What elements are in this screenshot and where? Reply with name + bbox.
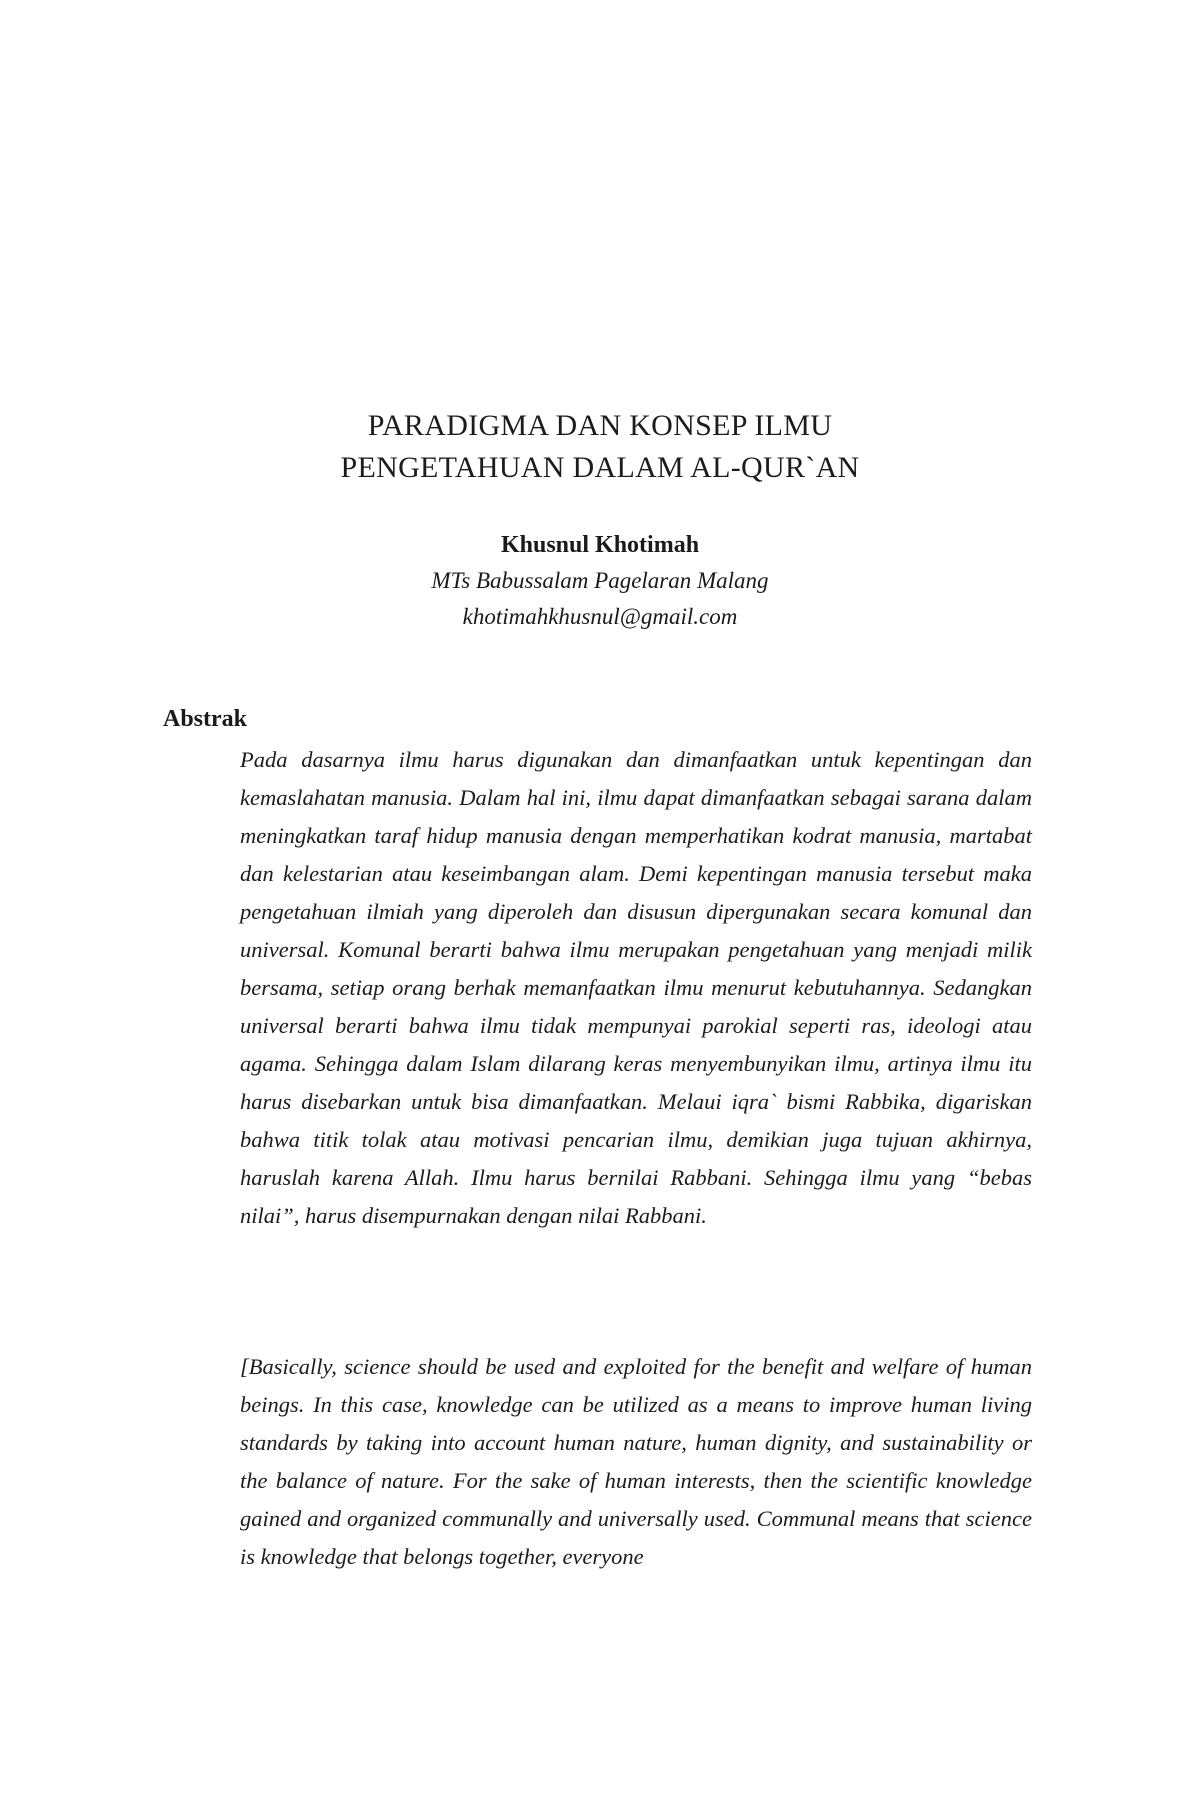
title-line-2: PENGETAHUAN DALAM AL-QUR`AN (340, 451, 860, 484)
author-affiliation: MTs Babussalam Pagelaran Malang (431, 568, 769, 593)
author-name: Khusnul Khotimah (500, 532, 700, 558)
author-email: khotimahkhusnul@gmail.com (462, 604, 738, 629)
abstract-heading: Abstrak (163, 706, 248, 732)
paper-title (160, 405, 1040, 489)
abstract-english: [Basically, science should be used and exploited for the benefit and welfare of human beings. In this case, knowledge can be utilized as a means to improve human living standards by taking into account human nature, human dignity, and sustainability or the balance of nature. For the sake of human interests, then the scientific knowledge gained and organized communally and universally used. Communal means that science is knowledge that belongs together, everyone (240, 1354, 1032, 1569)
title-line-1: PARADIGMA DAN KONSEP ILMU (367, 409, 833, 442)
abstract-indonesian: Pada dasarnya ilmu harus digunakan dan dimanfaatkan untuk kepentingan dan kemaslahatan manusia. Dalam hal ini, ilmu dapat dimanfaatkan sebagai sarana dalam meningkatkan taraf hidup manusia dengan memperhatikan kodrat manusia, martabat dan kelestarian atau keseimbangan alam. Demi kepentingan manusia tersebut maka pengetahuan ilmiah yang diperoleh dan disusun dipergunakan secara komunal dan universal. Komunal berarti bahwa ilmu merupakan pengetahuan yang menjadi milik bersama, setiap orang berhak memanfaatkan ilmu menurut kebutuhannya. Sedangkan universal berarti bahwa ilmu tidak mempunyai parokial seperti ras, ideologi atau agama. Sehingga dalam Islam dilarang keras menyembunyikan ilmu, artinya ilmu itu harus disebarkan untuk bisa dimanfaatkan. Melaui iqra` bismi Rabbika, digariskan bahwa titik tolak atau motivasi pencarian ilmu, demikian juga tujuan akhirnya, haruslah karena Allah. Ilmu harus bernilai Rabbani. Sehingga ilmu yang “bebas nilai”, harus disempurnakan dengan nilai Rabbani. (240, 747, 1032, 1228)
author-block (160, 527, 1040, 635)
